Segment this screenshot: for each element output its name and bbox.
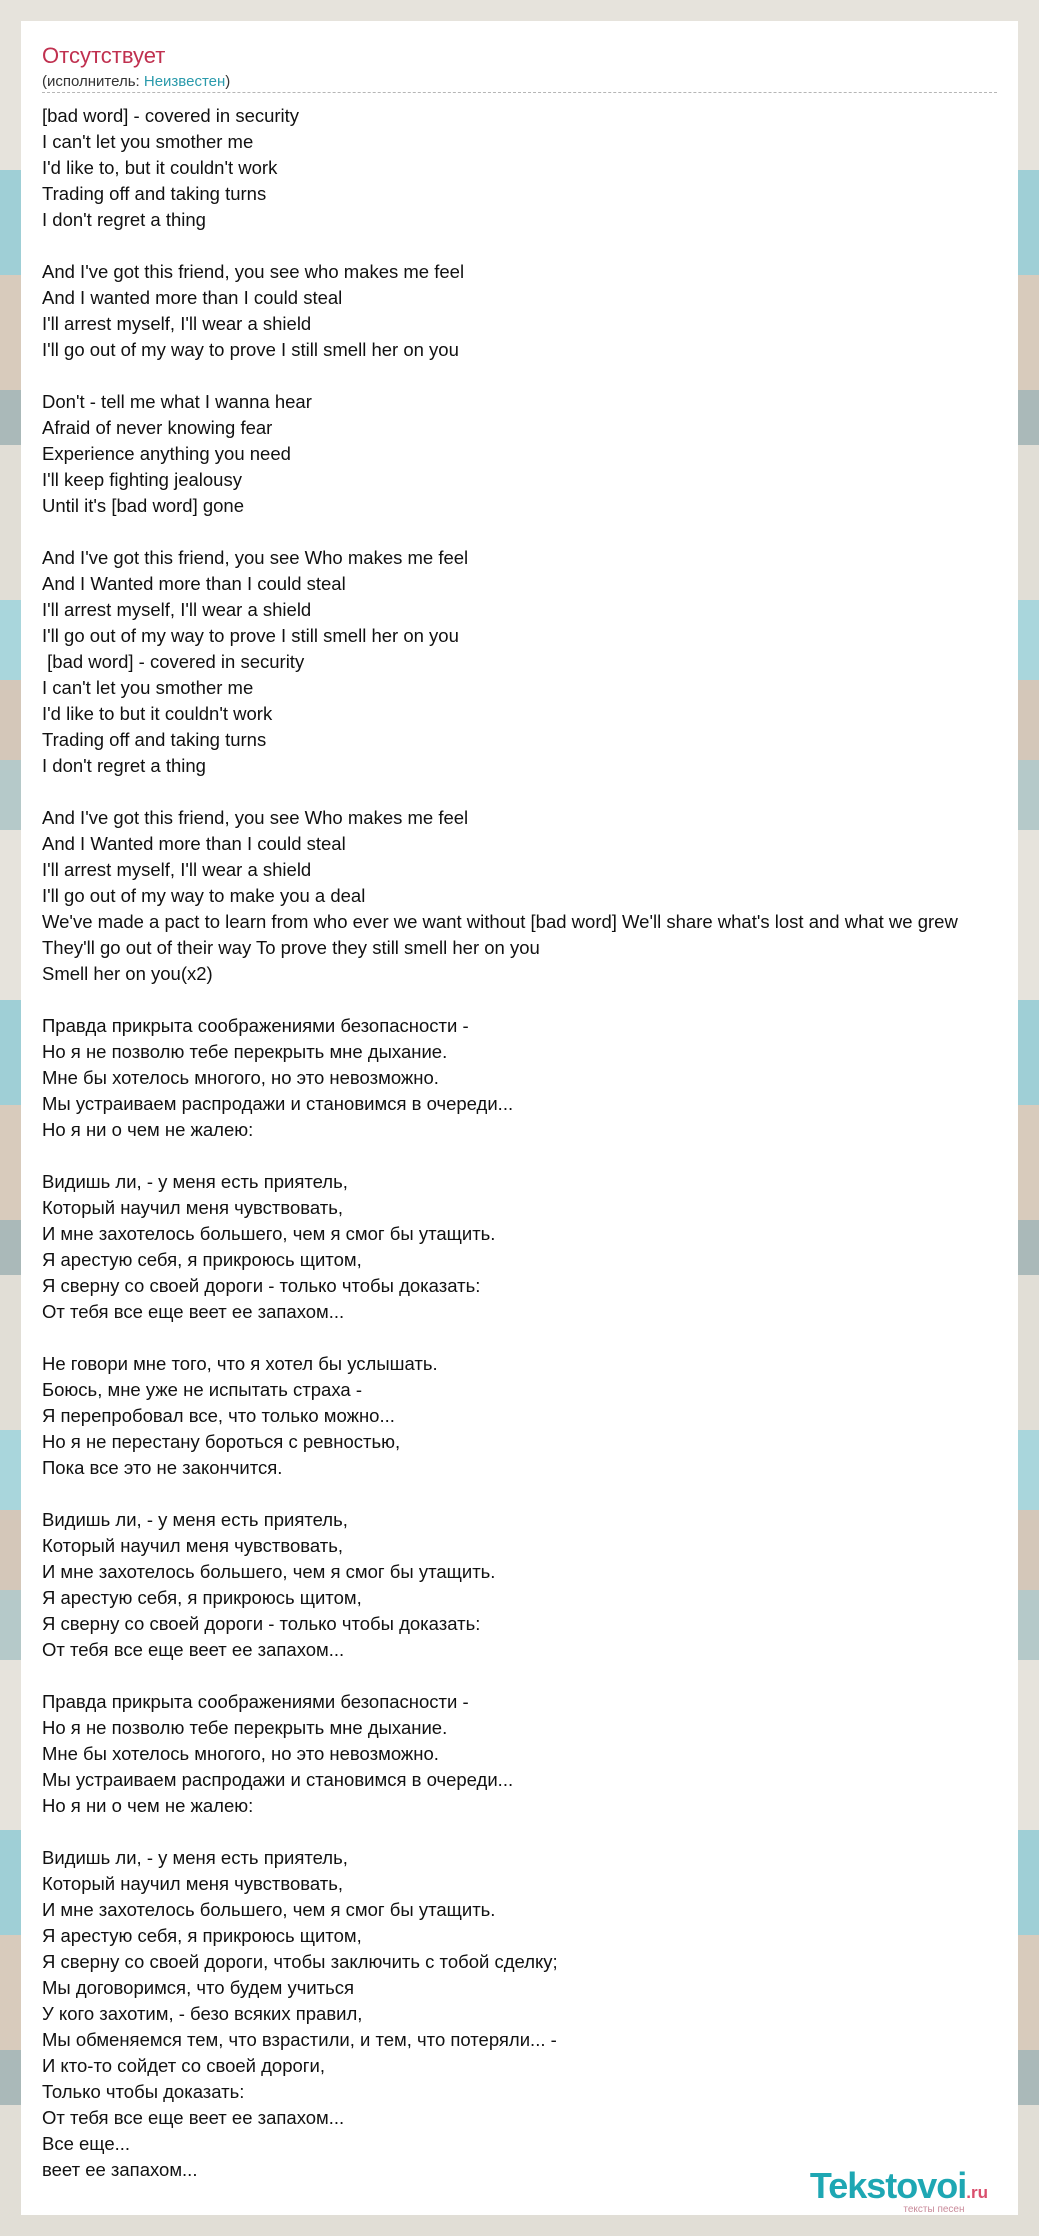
lyrics-line: И мне захотелось большего, чем я смог бы утащить.: [42, 1223, 496, 1244]
lyrics-line: I don't regret a thing: [42, 209, 206, 230]
title-divider: [42, 92, 997, 93]
artist-prefix: (исполнитель:: [42, 73, 144, 90]
lyrics-line: И мне захотелось большего, чем я смог бы утащить.: [42, 1561, 496, 1582]
lyrics-line: Правда прикрыта соображениями безопасности -: [42, 1015, 469, 1036]
lyrics-line: Но я ни о чем не жалею:: [42, 1795, 254, 1816]
lyrics-line: Я арестую себя, я прикроюсь щитом,: [42, 1587, 362, 1608]
lyrics-card: [21, 21, 1018, 2215]
lyrics-line: Правда прикрыта соображениями безопасности -: [42, 1691, 469, 1712]
lyrics-line: От тебя все еще веет ее запахом...: [42, 1301, 345, 1322]
lyrics-line: I can't let you smother me: [42, 131, 254, 152]
lyrics-line: Я арестую себя, я прикроюсь щитом,: [42, 1249, 362, 1270]
lyrics-line: И мне захотелось большего, чем я смог бы утащить.: [42, 1899, 496, 1920]
lyrics-line: We've made a pact to learn from who ever we want without [bad word] We'll share what's lost and what we grew: [42, 911, 958, 932]
lyrics-line: I'll keep fighting jealousy: [42, 469, 242, 490]
lyrics-line: Все еще...: [42, 2133, 131, 2154]
lyrics-line: От тебя все еще веет ее запахом...: [42, 2107, 345, 2128]
lyrics-line: Мы устраиваем распродажи и становимся в очереди...: [42, 1769, 514, 1790]
logo-suffix: .ru: [966, 2183, 988, 2202]
lyrics-line: Trading off and taking turns: [42, 729, 267, 750]
lyrics-line: I'd like to, but it couldn't work: [42, 157, 278, 178]
lyrics-line: веет ее запахом...: [42, 2159, 198, 2180]
lyrics-line: Только чтобы доказать:: [42, 2081, 245, 2102]
lyrics-line: Видишь ли, - у меня есть приятель,: [42, 1171, 348, 1192]
lyrics-line: Мне бы хотелось многого, но это невозможно.: [42, 1067, 439, 1088]
lyrics-line: Который научил меня чувствовать,: [42, 1873, 344, 1894]
lyrics-line: Видишь ли, - у меня есть приятель,: [42, 1509, 348, 1530]
lyrics-line: Который научил меня чувствовать,: [42, 1197, 344, 1218]
lyrics-line: Trading off and taking turns: [42, 183, 267, 204]
lyrics-line: I'll go out of my way to prove I still smell her on you: [42, 339, 459, 360]
lyrics-text: [42, 103, 958, 2183]
lyrics-line: I'll go out of my way to make you a deal: [42, 885, 366, 906]
lyrics-line: And I've got this friend, you see who makes me feel: [42, 261, 465, 282]
lyrics-line: I'll go out of my way to prove I still smell her on you: [42, 625, 459, 646]
lyrics-line: От тебя все еще веет ее запахом...: [42, 1639, 345, 1660]
lyrics-line: Smell her on you(x2): [42, 963, 213, 984]
lyrics-line: Мне бы хотелось многого, но это невозможно.: [42, 1743, 439, 1764]
artist-suffix: ): [225, 73, 231, 90]
lyrics-line: I'll arrest myself, I'll wear a shield: [42, 599, 312, 620]
lyrics-line: I'll arrest myself, I'll wear a shield: [42, 313, 312, 334]
lyrics-line: Until it's [bad word] gone: [42, 495, 245, 516]
lyrics-line: Experience anything you need: [42, 443, 291, 464]
lyrics-line: And I Wanted more than I could steal: [42, 833, 346, 854]
lyrics-line: And I've got this friend, you see Who makes me feel: [42, 547, 469, 568]
lyrics-line: И кто-то сойдет со своей дороги,: [42, 2055, 326, 2076]
lyrics-line: Не говори мне того, что я хотел бы услышать.: [42, 1353, 438, 1374]
site-logo[interactable]: [809, 2165, 988, 2215]
lyrics-line: [bad word] - covered in security: [42, 105, 300, 126]
lyrics-line: And I wanted more than I could steal: [42, 287, 343, 308]
lyrics-line: Мы договоримся, что будем учиться: [42, 1977, 355, 1998]
logo-tagline: тексты песен: [903, 2204, 965, 2215]
lyrics-line: Я перепробовал все, что только можно...: [42, 1405, 395, 1426]
lyrics-line: [bad word] - covered in security: [42, 651, 305, 672]
lyrics-line: У кого захотим, - безо всяких правил,: [42, 2003, 363, 2024]
lyrics-line: And I've got this friend, you see Who makes me feel: [42, 807, 469, 828]
lyrics-line: Don't - tell me what I wanna hear: [42, 391, 312, 412]
lyrics-line: I'll arrest myself, I'll wear a shield: [42, 859, 312, 880]
lyrics-line: I'd like to but it couldn't work: [42, 703, 273, 724]
lyrics-line: I don't regret a thing: [42, 755, 206, 776]
lyrics-line: Но я не перестану бороться с ревностью,: [42, 1431, 401, 1452]
logo-name: Tekstovoi: [809, 2165, 967, 2206]
lyrics-line: Мы устраиваем распродажи и становимся в очереди...: [42, 1093, 514, 1114]
lyrics-line: Я сверну со своей дороги, чтобы заключить с тобой сделку;: [42, 1951, 558, 1972]
lyrics-line: Я сверну со своей дороги - только чтобы доказать:: [42, 1613, 481, 1634]
lyrics-line: And I Wanted more than I could steal: [42, 573, 346, 594]
lyrics-line: Я сверну со своей дороги - только чтобы доказать:: [42, 1275, 481, 1296]
song-title: Отсутствует: [42, 43, 166, 68]
lyrics-line: Afraid of never knowing fear: [42, 417, 273, 438]
lyrics-line: Боюсь, мне уже не испытать страха -: [42, 1379, 362, 1400]
lyrics-line: Я арестую себя, я прикроюсь щитом,: [42, 1925, 362, 1946]
lyrics-line: Но я ни о чем не жалею:: [42, 1119, 254, 1140]
lyrics-line: Пока все это не закончится.: [42, 1457, 283, 1478]
lyrics-line: Который научил меня чувствовать,: [42, 1535, 344, 1556]
lyrics-line: Мы обменяемся тем, что взрастили, и тем, что потеряли... -: [42, 2029, 557, 2050]
artist-link[interactable]: Неизвестен: [143, 73, 226, 90]
lyrics-line: Но я не позволю тебе перекрыть мне дыхание.: [42, 1041, 448, 1062]
lyrics-line: They'll go out of their way To prove they still smell her on you: [42, 937, 540, 958]
lyrics-line: Но я не позволю тебе перекрыть мне дыхание.: [42, 1717, 448, 1738]
lyrics-line: I can't let you smother me: [42, 677, 254, 698]
lyrics-line: Видишь ли, - у меня есть приятель,: [42, 1847, 348, 1868]
artist-line: [42, 73, 230, 90]
